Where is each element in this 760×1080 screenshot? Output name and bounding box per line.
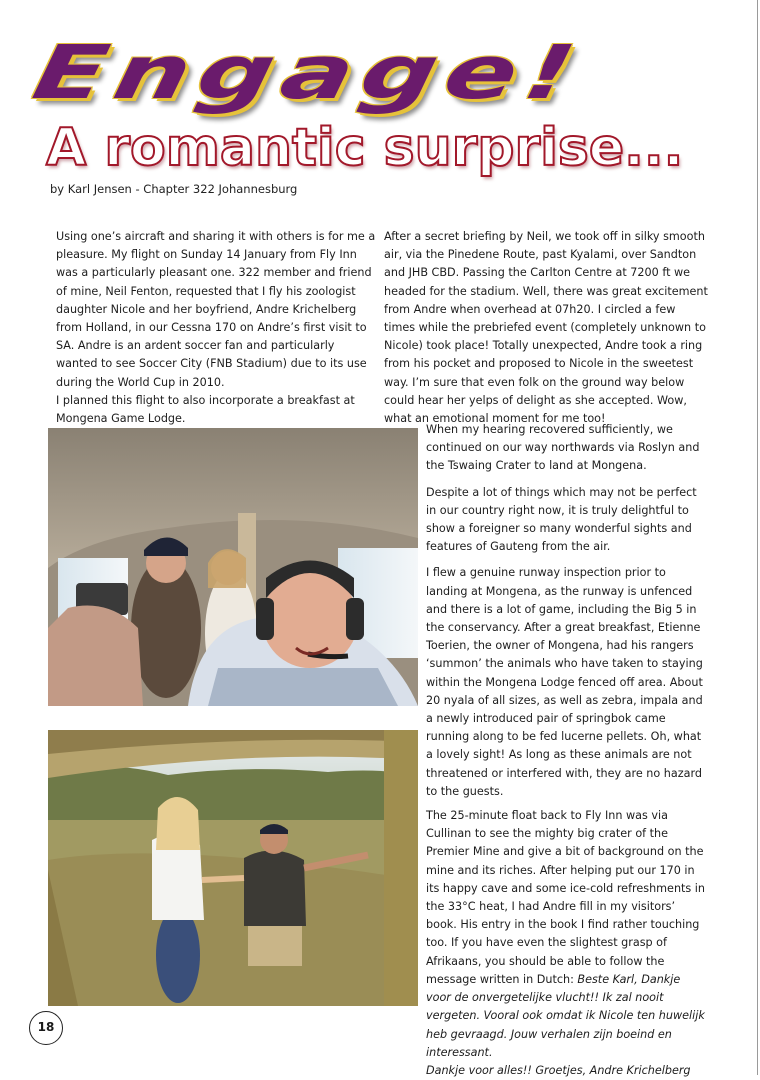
cockpit-selfie-photo	[48, 428, 418, 706]
article-subtitle: A romantic surprise...	[46, 118, 684, 178]
paragraph: I planned this flight to also incorporate a breakfast at Mongena Game Lodge.	[56, 393, 355, 426]
paragraph: Despite a lot of things which may not be perfect in our country right now, it is truly delightful to show a foreigner so many wonderful sights and features of Gauteng from the air.	[426, 485, 697, 554]
article-column-left	[56, 228, 378, 428]
paragraph: The 25-minute float back to Fly Inn was via Cullinan to see the mighty big crater of the Premier Mine and give a bit of background on the mine and its riches. After helping put our 170 in its happy cave and some ice-cold refreshments in the 33°C heat, I had Andre fill in my visitors’ book. His entry in the book I find rather touching too. If you have even the slightest grasp of Afrikaans, you should be able to follow the message written in Dutch:	[426, 809, 705, 986]
paragraph: After a secret briefing by Neil, we took off in silky smooth air, via the Pinedene Route, past Kyalami, over Sandton and JHB CBD. Passing the Carlton Centre at 7200 ft we headed for the stadium. Well, there was great excitement from Andre when overhead at 07h20. I circled a few times while the prebriefed event (completely unknown to Nicole) took place! Totally unexpected, Andre took a ring from his pocket and proposed to Nicole in the sweetest way. I’m sure that even folk on the ground way below could hear her yelps of delight as she accepted. Wow, what an emotional moment for me too!	[384, 230, 708, 426]
article-title: Engage!	[26, 30, 591, 116]
page-number: 18	[29, 1011, 63, 1045]
byline: by Karl Jensen - Chapter 322 Johannesburg	[50, 182, 298, 196]
article-column-right-bottom	[426, 421, 708, 1080]
proposal-photo	[48, 730, 418, 1006]
article-column-right-top	[384, 228, 708, 428]
paragraph: When my hearing recovered sufficiently, we continued on our way northwards via Roslyn and the Tswaing Crater to land at Mongena.	[426, 423, 700, 473]
paragraph: Using one’s aircraft and sharing it with others is for me a pleasure. My flight on Sunday 14 January from Fly Inn was a particularly pleasant one. 322 member and friend of mine, Neil Fenton, requested that I fly his zoologist daughter Nicole and her boyfriend, Andre Krichelberg from Holland, in our Cessna 170 on Andre’s first visit to SA. Andre is an ardent soccer fan and particularly wanted to see Soccer City (FNB Stadium) due to its use during the World Cup in 2010.	[56, 230, 376, 389]
dutch-signoff: Dankje voor alles!! Groetjes, Andre Krichelberg	[426, 1063, 691, 1077]
dutch-quote: Beste Karl, Dankje voor de onvergetelijke vlucht!! Ik zal nooit vergeten. Vooral ook omdat ik Nicole ten huwelijk heb gevraagd. Jouw verhalen zijn boeind en interessant.	[426, 972, 705, 1059]
paragraph: I flew a genuine runway inspection prior to landing at Mongena, as the runway is unfenced and there is a lot of game, including the Big 5 in the conservancy. After a great breakfast, Etienne Toerien, the owner of Mongena, had his rangers ‘summon’ the animals who have taken to staying within the Mongena Lodge fenced off area. About 20 nyala of all sizes, as well as zebra, impala and a newly introduced pair of springbok came running along to be fed lucerne pellets. Oh, what a lovely sight! As long as these animals are not threatened or interfered with, they are no hazard to the guests.	[426, 566, 703, 798]
page-edge-line	[757, 0, 758, 1075]
